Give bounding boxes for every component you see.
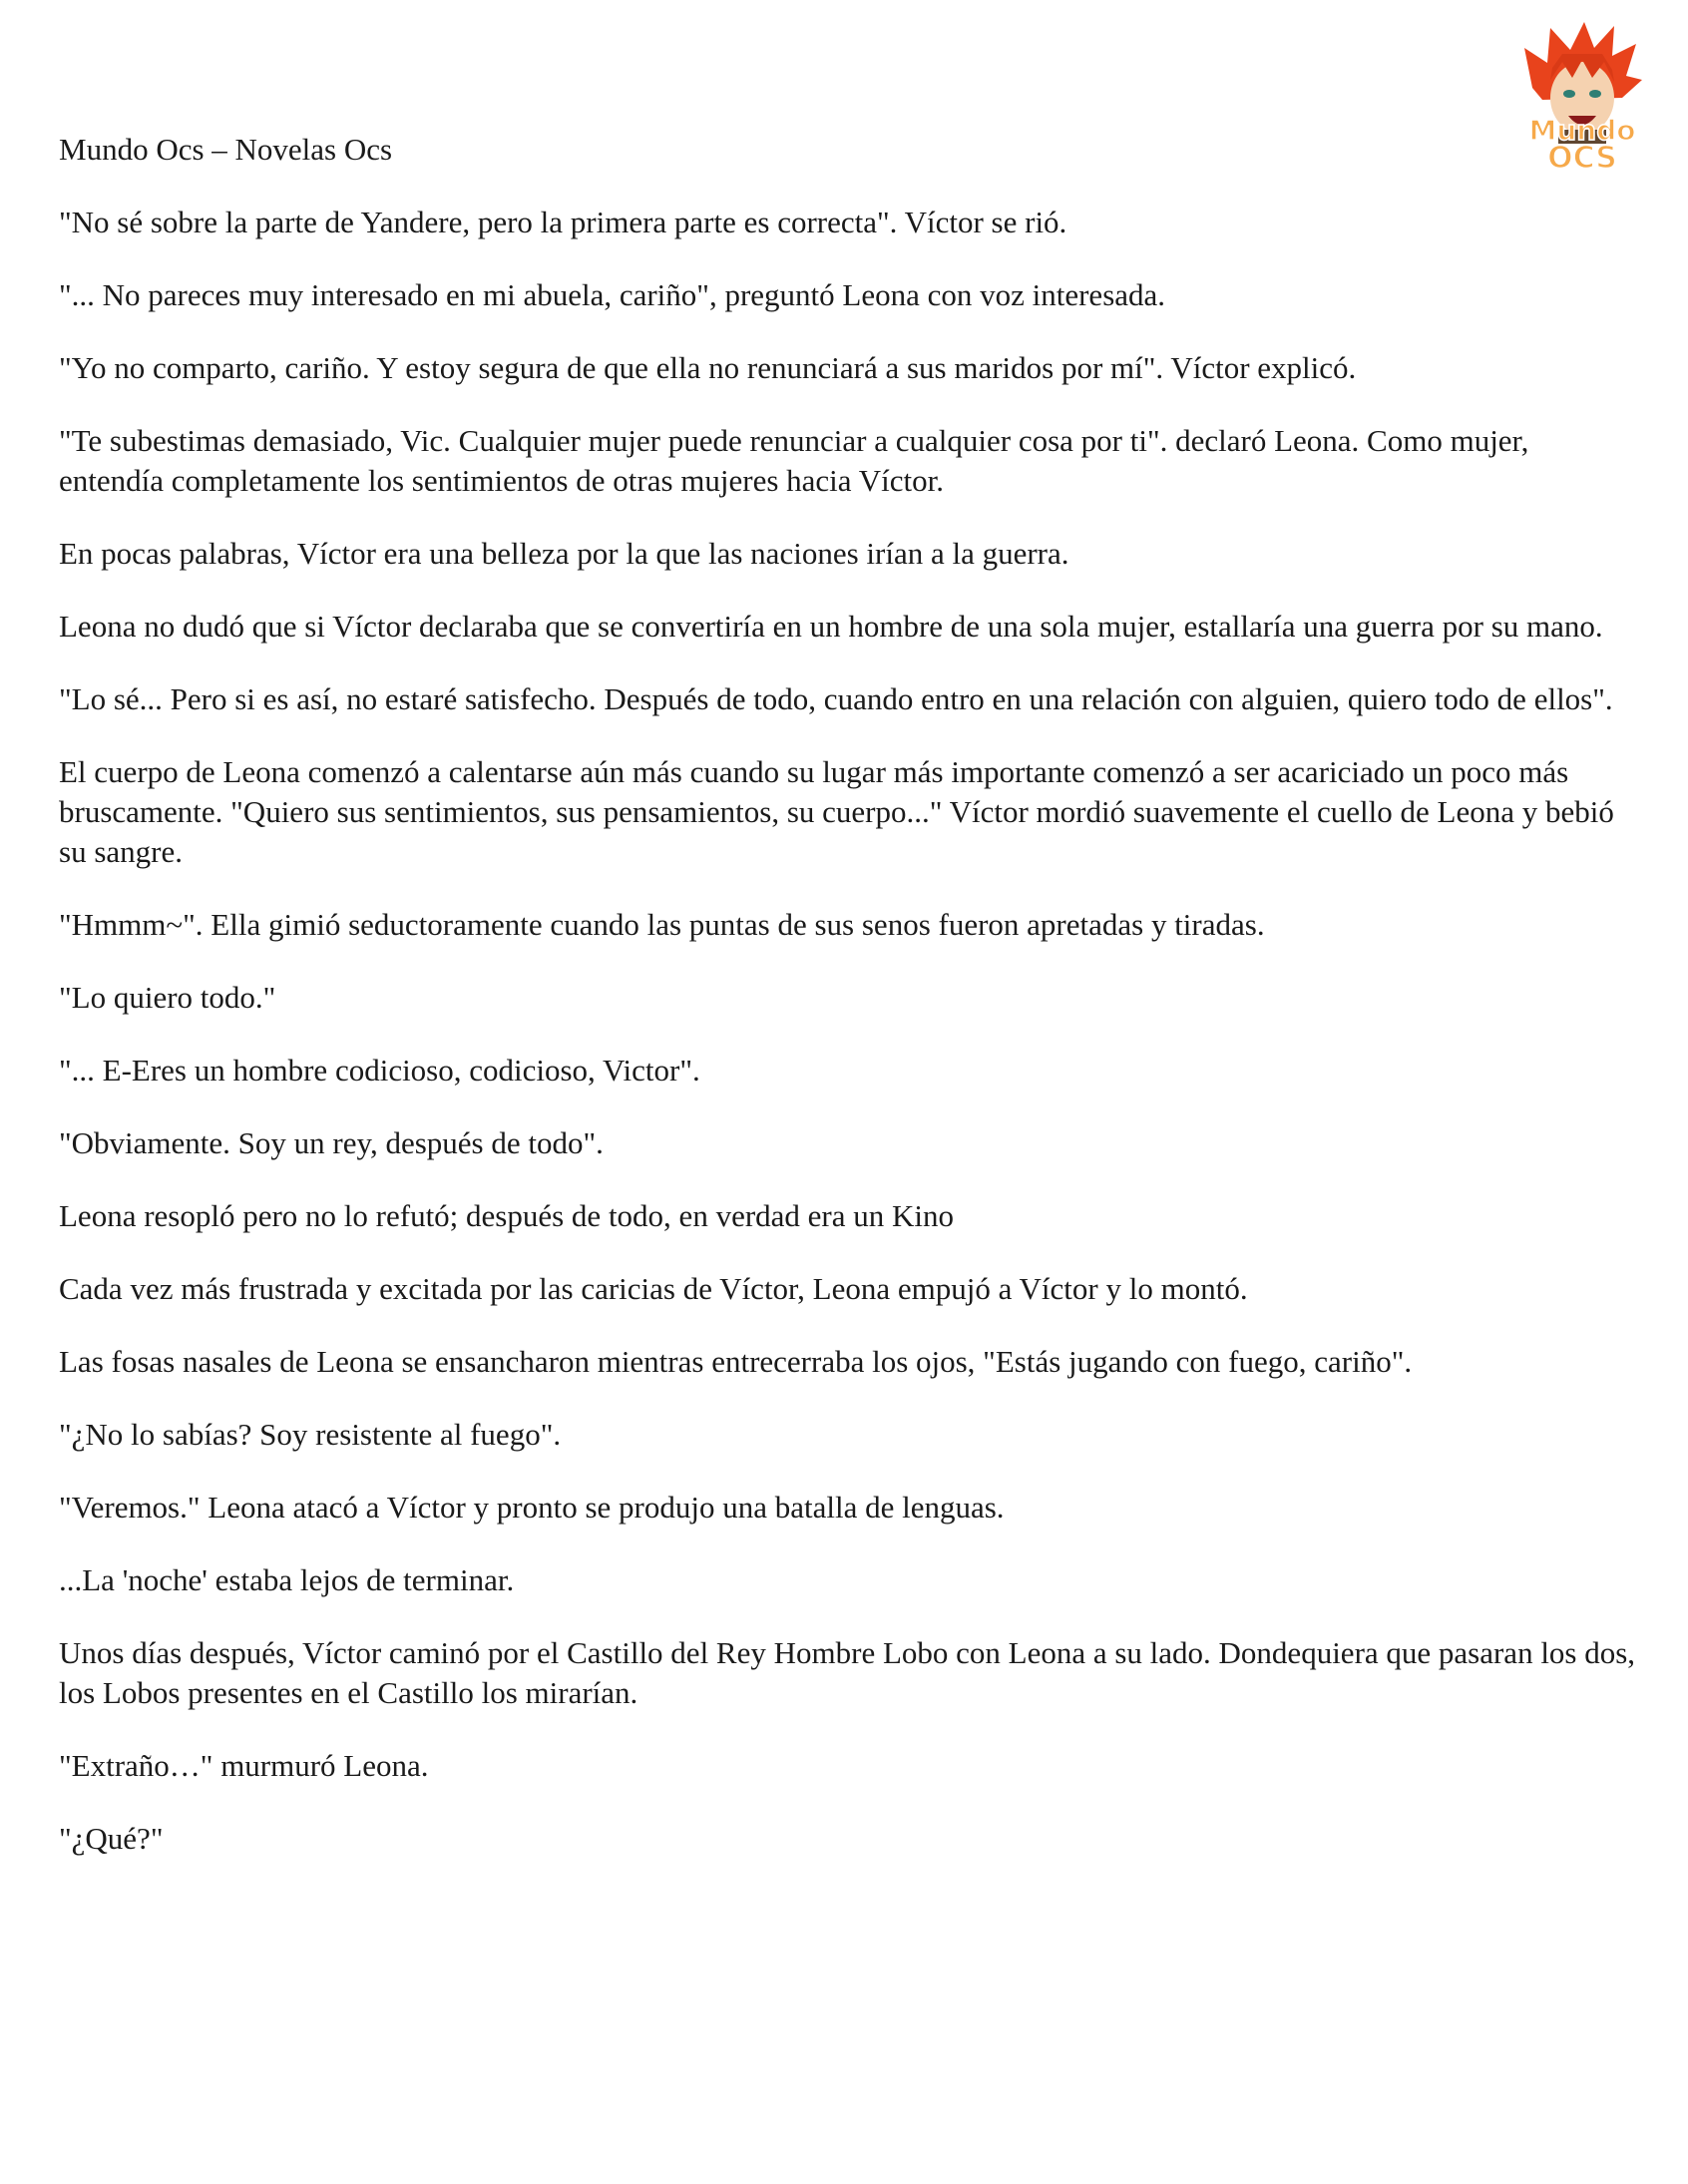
paragraph: "Veremos." Leona atacó a Víctor y pronto se produjo una batalla de lenguas.	[59, 1490, 1005, 1525]
paragraph: "... No pareces muy interesado en mi abuela, cariño", preguntó Leona con voz interesada.	[59, 277, 1166, 312]
paragraph: "¿Qué?"	[59, 1821, 164, 1856]
paragraph: "... E-Eres un hombre codicioso, codicioso, Victor".	[59, 1053, 700, 1088]
logo-text-bottom: OCS	[1547, 141, 1617, 176]
paragraph: "Obviamente. Soy un rey, después de todo".	[59, 1125, 604, 1160]
paragraph: Unos días después, Víctor caminó por el Castillo del Rey Hombre Lobo con Leona a su lado. Dondequiera que pasaran los dos, los Lobos presentes en el Castillo los mirarían.	[59, 1635, 1636, 1710]
paragraph: Leona resopló pero no lo refutó; después de todo, en verdad era un Kino	[59, 1198, 955, 1233]
paragraph: "No sé sobre la parte de Yandere, pero la primera parte es correcta". Víctor se rió.	[59, 205, 1067, 239]
mundo-ocs-logo	[1502, 18, 1662, 178]
paragraph: "Lo sé... Pero si es así, no estaré satisfecho. Después de todo, cuando entro en una relación con alguien, quiero todo de ellos".	[59, 681, 1613, 716]
paragraph: En pocas palabras, Víctor era una belleza por la que las naciones irían a la guerra.	[59, 536, 1069, 571]
paragraph: Leona no dudó que si Víctor declaraba que se convertiría en un hombre de una sola mujer, estallaría una guerra por su mano.	[59, 609, 1603, 644]
page-header: Mundo Ocs – Novelas Ocs	[59, 132, 393, 167]
paragraph: "Hmmm~". Ella gimió seductoramente cuando las puntas de sus senos fueron apretadas y tiradas.	[59, 907, 1265, 942]
logo-text-top: Mundo	[1528, 114, 1636, 147]
paragraph: Las fosas nasales de Leona se ensancharon mientras entrecerraba los ojos, "Estás jugando con fuego, cariño".	[59, 1344, 1413, 1379]
paragraph: "¿No lo sabías? Soy resistente al fuego".	[59, 1417, 562, 1452]
paragraph: El cuerpo de Leona comenzó a calentarse aún más cuando su lugar más importante comenzó a ser acariciado un poco más bruscamente. "Quiero sus sentimientos, sus pensamientos, su cuerpo..." Víctor mordió suavemente el cuello de Leona y bebió su sangre.	[59, 754, 1614, 869]
paragraph: "Extraño…" murmuró Leona.	[59, 1748, 429, 1783]
paragraph: "Yo no comparto, cariño. Y estoy segura de que ella no renunciará a sus maridos por mí". Víctor explicó.	[59, 350, 1357, 385]
paragraph: ...La 'noche' estaba lejos de terminar.	[59, 1562, 515, 1597]
document-body	[59, 203, 1640, 1892]
paragraph: "Lo quiero todo."	[59, 980, 276, 1015]
paragraph: "Te subestimas demasiado, Vic. Cualquier mujer puede renunciar a cualquier cosa por ti". declaró Leona. Como mujer, entendía completamente los sentimientos de otras mujeres hacia Víctor.	[59, 423, 1529, 498]
paragraph: Cada vez más frustrada y excitada por las caricias de Víctor, Leona empujó a Víctor y lo montó.	[59, 1271, 1248, 1306]
